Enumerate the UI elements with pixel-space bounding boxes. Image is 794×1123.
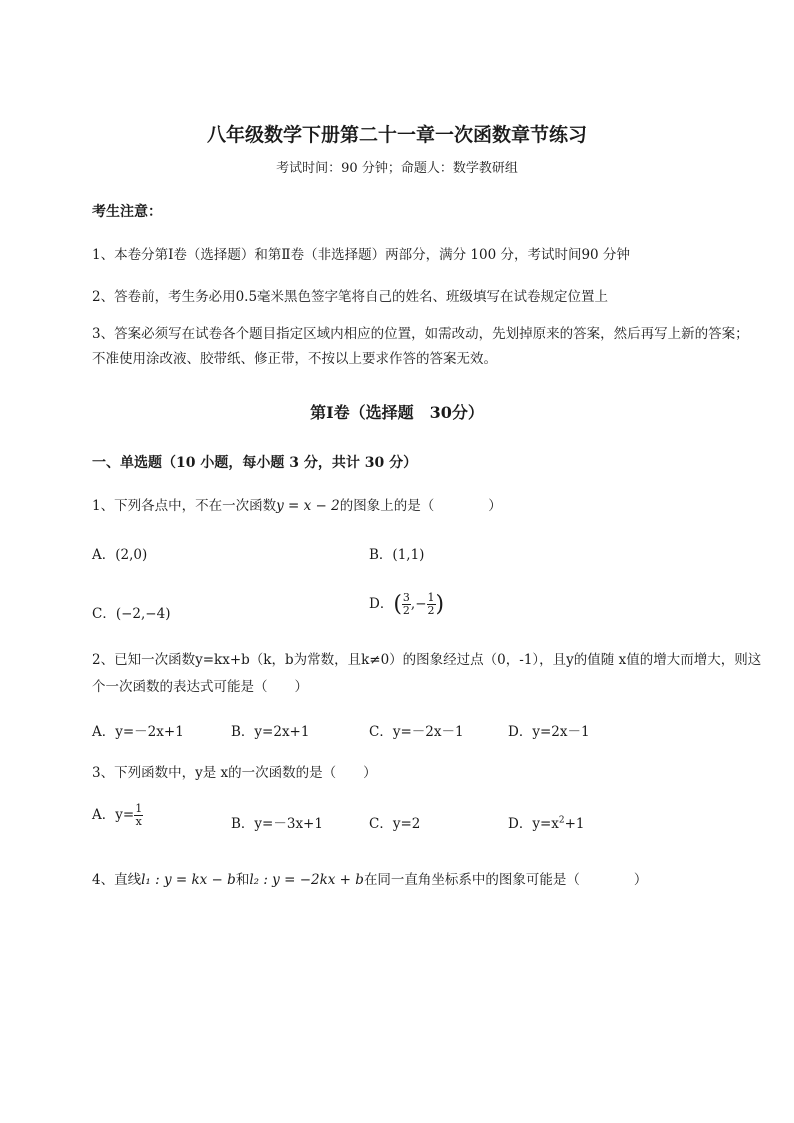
question-4-stem — [92, 868, 647, 888]
option-label: D． — [369, 596, 394, 612]
question-1-option-d[interactable] — [369, 592, 444, 617]
question-1-prefix: 1、下列各点中，不在一次函数 — [92, 498, 277, 514]
question-3-option-a[interactable] — [92, 803, 143, 828]
question-1-formula: y = x − 2 — [276, 498, 340, 514]
note-item-3: 3、答案必须写在试卷各个题目指定区域内相应的位置，如需改动，先划掉原来的答案，然后再写上新的答案；不准使用涂改液、胶带纸、修正带，不按以上要求作答的答案无效。 — [92, 326, 749, 367]
question-3-option-d[interactable] — [508, 812, 585, 832]
section-title: 第Ⅰ卷（选择题 30分） — [310, 403, 484, 422]
numerator: 1 — [427, 591, 435, 604]
line-l2-formula: l₂ : y = −2kx + b — [249, 872, 364, 888]
question-4-mid: 和 — [235, 872, 250, 888]
notes-heading: 考生注意： — [92, 204, 162, 220]
question-1-suffix: 的图象上的是（ ） — [339, 498, 502, 514]
question-2-stem: 2、已知一次函数y=kx+b（k，b为常数，且k≠0）的图象经过点（0，-1），且y的值随 x值的增大而增大，则这个一次函数的表达式可能是（ ） — [92, 652, 762, 695]
numerator: 1 — [135, 802, 143, 815]
denominator: 2 — [427, 604, 435, 617]
numerator: 3 — [402, 591, 410, 604]
note-item-1: 1、本卷分第Ⅰ卷（选择题）和第Ⅱ卷（非选择题）两部分，满分 100 分，考试时间90 分钟 — [92, 247, 630, 263]
question-2-option-d[interactable]: D．y=2x－1 — [508, 724, 590, 740]
question-2-option-b[interactable]: B．y=2x+1 — [231, 724, 310, 740]
option-value: (2,0) — [115, 547, 148, 563]
exponent: 2 — [558, 815, 565, 826]
paren-close: ) — [435, 592, 445, 617]
question-1-stem — [92, 494, 502, 514]
question-3-stem: 3、下列函数中，y是 x的一次函数的是（ ） — [92, 765, 377, 781]
option-label: A． — [92, 547, 116, 563]
part-heading: 一、单选题（10 小题，每小题 3 分，共计 30 分） — [92, 455, 418, 471]
page-title: 八年级数学下册第二十一章一次函数章节练习 — [206, 124, 587, 146]
option-text: +1 — [564, 816, 585, 832]
question-1-option-a[interactable] — [92, 543, 147, 563]
question-3-option-c[interactable]: C．y=2 — [369, 816, 421, 832]
fraction — [134, 803, 143, 828]
paren-open: ( — [393, 592, 402, 617]
question-1-option-c[interactable] — [92, 602, 170, 622]
option-value: (−2,−4) — [115, 606, 171, 622]
fraction — [427, 592, 436, 617]
question-4-suffix: 在同一直角坐标系中的图象可能是（ ） — [363, 872, 648, 888]
line-l1-formula: l₁ : y = kx − b — [141, 872, 236, 888]
note-item-2: 2、答卷前，考生务必用0.5毫米黑色签字笔将自己的姓名、班级填写在试卷规定位置上 — [92, 289, 609, 305]
option-label: B． — [369, 547, 393, 563]
question-3-option-b[interactable]: B．y=－3x+1 — [231, 816, 323, 832]
question-4-prefix: 4、直线 — [92, 872, 142, 888]
option-value: (1,1) — [392, 547, 425, 563]
option-text: D．y=x — [508, 816, 559, 832]
exam-info: 考试时间：90 分钟；命题人：数学教研组 — [276, 161, 518, 176]
denominator: x — [135, 815, 142, 828]
question-2-option-a[interactable]: A．y=－2x+1 — [92, 724, 184, 740]
question-2-option-c[interactable]: C．y=－2x－1 — [369, 724, 464, 740]
fraction — [402, 592, 411, 617]
separator: ,− — [410, 596, 427, 612]
option-text: A．y= — [92, 807, 135, 823]
option-label: C． — [92, 606, 116, 622]
denominator: 2 — [402, 604, 410, 617]
question-1-option-b[interactable] — [369, 543, 424, 563]
